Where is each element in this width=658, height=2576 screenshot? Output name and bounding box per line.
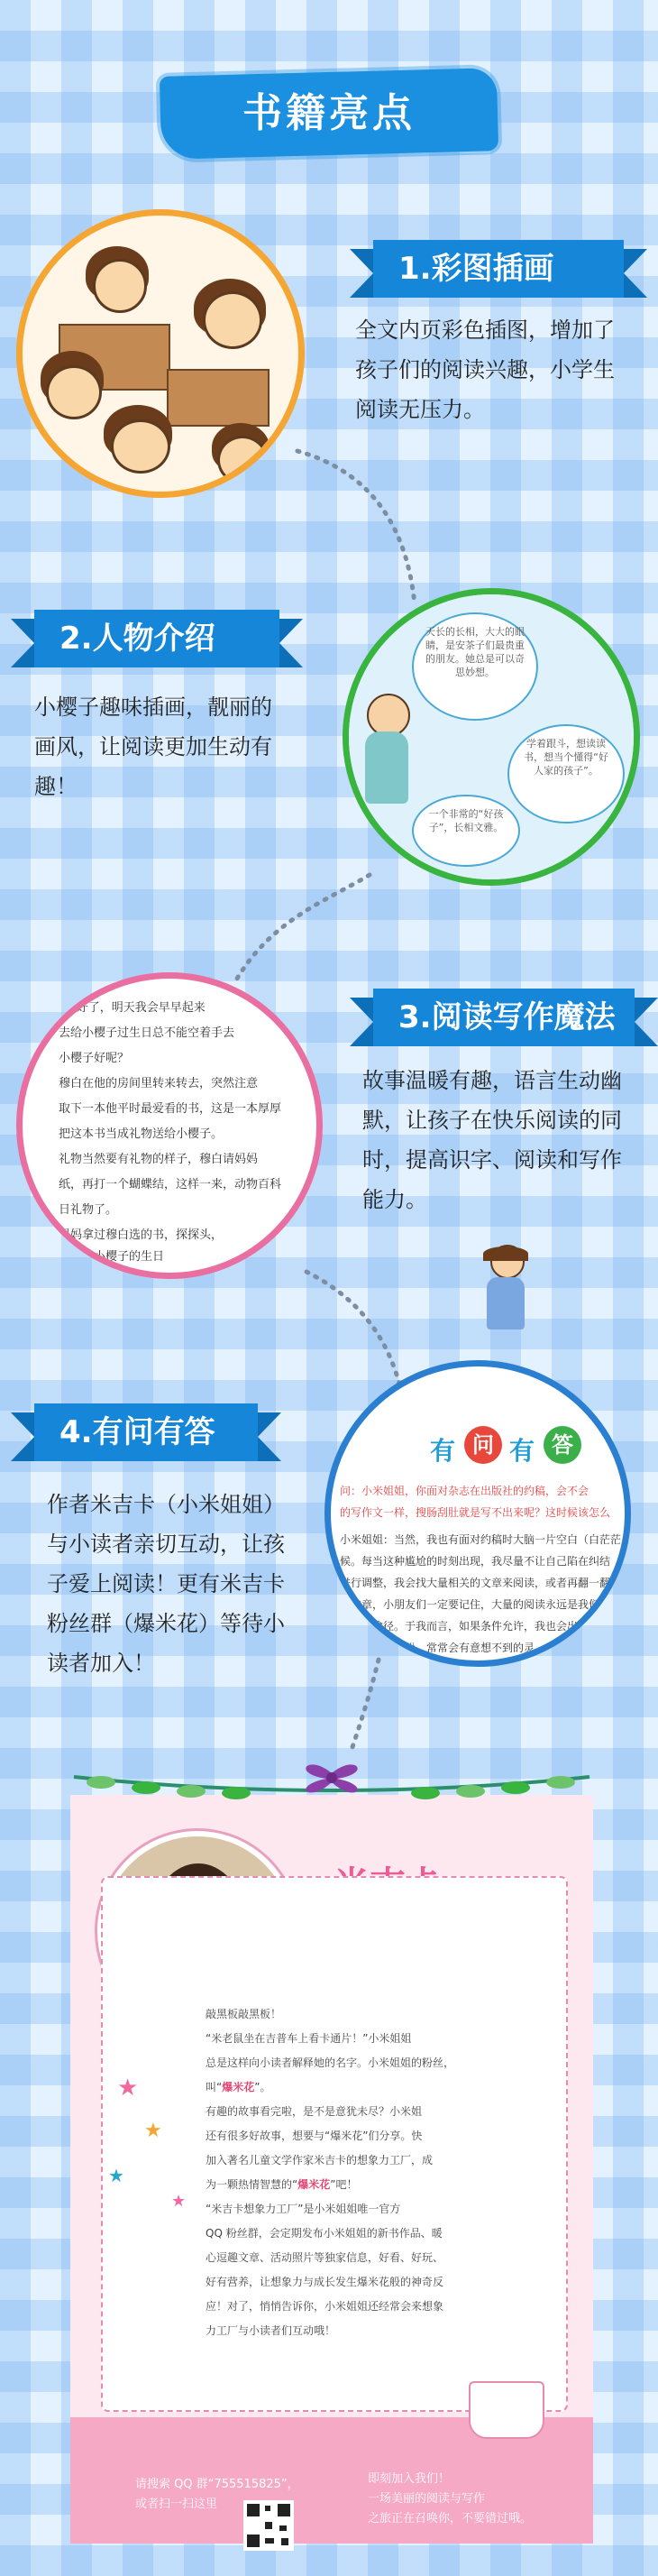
popcorn-highlight: 爆米花 [297, 2178, 331, 2191]
text-line: 子爱上阅读！更有米吉卡 [47, 1571, 285, 1596]
book-page-circle [16, 972, 323, 1279]
character-bubble: 学着跟斗，想读读书，想当个懂得“好人家的孩子”。 [507, 724, 625, 823]
qa-line: 问：小米姐姐，你面对杂志在出版社的约稿，会不会 [340, 1485, 589, 1497]
text-line: 阅读无压力。 [355, 397, 485, 422]
footer-line: 即刻加入我们！ [368, 2472, 451, 2486]
dotted-connector [343, 1651, 451, 1759]
character-bubble: 天长的长相，大大的眼睛，是安茶子们最贵重的朋友。她总是可以奇思妙想。 [412, 612, 538, 721]
letter-line: “米老鼠坐在吉普车上看卡通片！”小米姐姐 [206, 2032, 412, 2045]
letter-line: 还有很多好故事，想要与“爆米花”们分享。快 [206, 2130, 423, 2142]
text-line: 与小读者亲切互动，让孩 [47, 1532, 285, 1557]
text-line: 能力。 [362, 1187, 427, 1212]
section-text-1 [355, 310, 644, 429]
character-bubble: 一个非常的“好孩子”，长相文雅。 [412, 795, 520, 867]
text-line: 默，让孩子在快乐阅读的同 [362, 1108, 622, 1133]
section-label-3: 3.阅读写作魔法 [373, 989, 635, 1046]
qa-line: 需要的途径。于我而言，如果条件允许，我也会出 [340, 1620, 579, 1633]
character-circle [343, 588, 640, 886]
qa-line: 当自己完全放松，常常会有意想不到的灵 [340, 1642, 535, 1654]
excerpt-line: 把这本书当成礼物送给小樱子。 [59, 1127, 224, 1141]
qa-line: 小米姐姐：当然，我也有面对约稿时大脑一片空白（白茫茫 [340, 1533, 622, 1546]
text-line: 作者米吉卡（小米姐姐） [47, 1492, 285, 1517]
letter-line: 叫“爆米花”。 [206, 2081, 271, 2093]
letter-line: 心逗趣文章、活动照片等独家信息，好看、好玩、 [206, 2251, 444, 2264]
qa-circle [324, 1360, 631, 1667]
character-illustration [478, 1245, 532, 1335]
qa-badge-char: 问 [464, 1426, 502, 1464]
excerpt-line: 礼物当然要有礼物的样子，穆白请妈妈 [59, 1153, 259, 1166]
letter-line: 好有营养，让想象力与成长发生爆米花般的神奇反 [206, 2276, 444, 2288]
excerpt-line: 纸，再打一个蝴蝶结，这样一来，动物百科 [59, 1178, 282, 1191]
letter-line: 有趣的故事看完啦，是不是意犹未尽？小米姐 [206, 2105, 423, 2118]
star-icon: ★ [144, 2120, 162, 2142]
star-icon: ★ [108, 2165, 124, 2186]
star-icon: ★ [117, 2075, 139, 2102]
section-text-2 [34, 687, 305, 806]
section-text-3 [362, 1061, 651, 1219]
qa-badge-char: 有 [509, 1436, 535, 1466]
character-body [487, 1277, 525, 1329]
star-icon: ★ [171, 2192, 187, 2211]
excerpt-line: 去给小樱子过生日总不能空着手去 [59, 1026, 235, 1040]
text-line: 故事温暖有趣，语言生动幽 [362, 1068, 622, 1093]
excerpt-line: 穆白在他的房间里转来转去，突然注意 [59, 1077, 259, 1090]
desk-illustration [167, 369, 270, 427]
qr-code[interactable] [243, 2500, 294, 2551]
section-text-4 [47, 1485, 317, 1683]
footer-line: 请搜索 QQ 群“755515825”， [135, 2478, 299, 2491]
qa-line: 进行调整，我会找大量相关的文章来阅读，或者再翻一翻自 [340, 1577, 622, 1589]
text-line: 趣！ [34, 774, 78, 799]
footer-line: 或者扫一扫这里 [135, 2498, 218, 2511]
garland-decoration [65, 1750, 599, 1804]
fan-club-letter [206, 2002, 557, 2343]
excerpt-line: 明天是小樱子的生日 [59, 1250, 165, 1264]
text-line: 小樱子趣味插画，靓丽的 [34, 695, 272, 720]
kid-face [111, 419, 170, 474]
qa-badge-char: 有 [430, 1436, 456, 1466]
text-line: 时，提高识字、阅读和写作 [362, 1147, 622, 1173]
text-line: 全文内页彩色插图，增加了 [355, 317, 615, 343]
qa-badge-char: 答 [544, 1426, 581, 1464]
qa-line: 的写作文一样，搜肠刮肚就是写不出来呢？这时候该怎么 [340, 1506, 611, 1519]
kid-face [93, 259, 147, 313]
letter-line: QQ 粉丝群，会定期发布小米姐姐的新书作品、暖 [206, 2227, 443, 2240]
letter-line: 为一颗热情智慧的“爆米花”吧！ [206, 2178, 358, 2191]
character-body [365, 731, 408, 804]
kid-face [203, 291, 262, 349]
dotted-connector [216, 866, 397, 992]
excerpt-line: 小樱子好呢？ [59, 1052, 130, 1065]
excerpt-line: “太好了，明天我会早早起来 [59, 1001, 206, 1015]
kid-face [217, 436, 268, 484]
letter-line: 应！对了，悄悄告诉你，小米姐姐还经常会来想象 [206, 2300, 444, 2313]
text-line: 读者加入！ [47, 1651, 155, 1676]
kid-face [46, 365, 102, 419]
text-line: 画风，让阅读更加生动有 [34, 734, 272, 759]
letter-line: 总是这样向小读者解释她的名字。小米姐姐的粉丝， [206, 2056, 455, 2069]
qa-line: 的文章，小朋友们一定要记住，大量的阅读永远是我们 [340, 1598, 600, 1611]
footer-line: 之旅正在召唤你，不要错过哦。 [368, 2512, 533, 2525]
excerpt-line: 妈妈拿过穆白选的书，探探头， [59, 1228, 224, 1242]
popcorn-icon [469, 2381, 544, 2439]
section-label-1: 1.彩图插画 [373, 240, 624, 298]
character-hair [483, 1247, 528, 1261]
text-line: 孩子们的阅读兴趣，小学生 [355, 357, 615, 382]
footer-right-text [368, 2470, 575, 2529]
letter-line: “米吉卡想象力工厂”是小米姐姐唯一官方 [206, 2203, 401, 2215]
section-label-2: 2.人物介绍 [34, 610, 279, 667]
text-line: 粉丝群（爆米花）等待小 [47, 1611, 285, 1636]
letter-line: 力工厂与小读者们互动哦！ [206, 2324, 336, 2337]
illustration-circle-1 [16, 209, 305, 498]
letter-line: 敲黑板敲黑板！ [206, 2008, 282, 2020]
excerpt-line: 取下一本他平时最爱看的书，这是一本厚厚 [59, 1102, 282, 1116]
character-face [367, 694, 410, 737]
excerpt-line: 日礼物了。 [59, 1203, 118, 1217]
page-title: 书籍亮点 [242, 90, 416, 136]
popcorn-highlight: 爆米花 [222, 2081, 255, 2093]
footer-line: 一场美丽的阅读与写作 [368, 2492, 486, 2506]
qa-line: 候。每当这种尴尬的时刻出现，我尽量不让自己陷在纠结 [340, 1555, 611, 1568]
letter-line: 加入著名儿童文学作家米吉卡的想象力工厂，成 [206, 2154, 434, 2167]
qr-code-icon [245, 2502, 292, 2549]
section-label-4: 4.有问有答 [34, 1403, 258, 1461]
